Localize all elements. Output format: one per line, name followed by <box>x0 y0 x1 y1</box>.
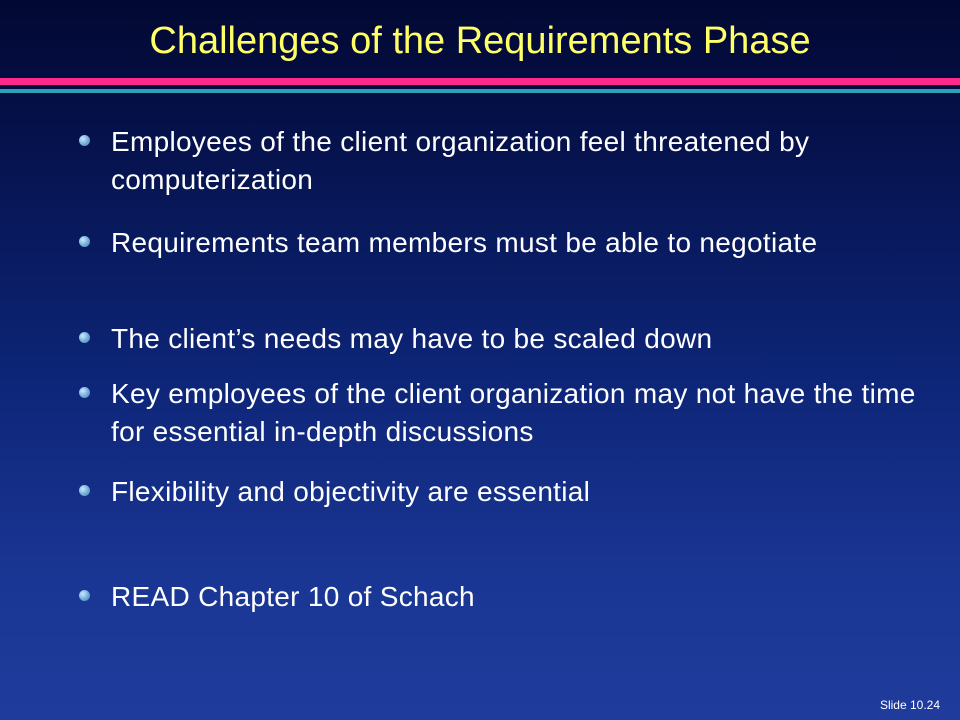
bullet-dot-icon <box>79 590 90 601</box>
bullet-text: The client’s needs may have to be scaled down <box>111 323 713 354</box>
bullet-text: Employees of the client organization feel threatened by computerization <box>111 126 810 195</box>
bullet-dot-icon <box>79 387 90 398</box>
bullet-text: Flexibility and objectivity are essential <box>111 476 591 507</box>
bullet-dot-icon <box>79 485 90 496</box>
bullet-dot-icon <box>79 135 90 146</box>
title-underline-cyan <box>0 89 960 93</box>
title-underline-magenta <box>0 78 960 85</box>
bullet-dot-icon <box>79 236 90 247</box>
bullet-text: READ Chapter 10 of Schach <box>111 581 475 612</box>
bullet-dot-icon <box>79 332 90 343</box>
slide-title: Challenges of the Requirements Phase <box>149 20 811 62</box>
bullet-text: Key employees of the client organization may not have the time for essential in-depth discussions <box>111 378 916 447</box>
bullet-text: Requirements team members must be able to negotiate <box>111 227 818 258</box>
slide-number: Slide 10.24 <box>879 698 940 712</box>
